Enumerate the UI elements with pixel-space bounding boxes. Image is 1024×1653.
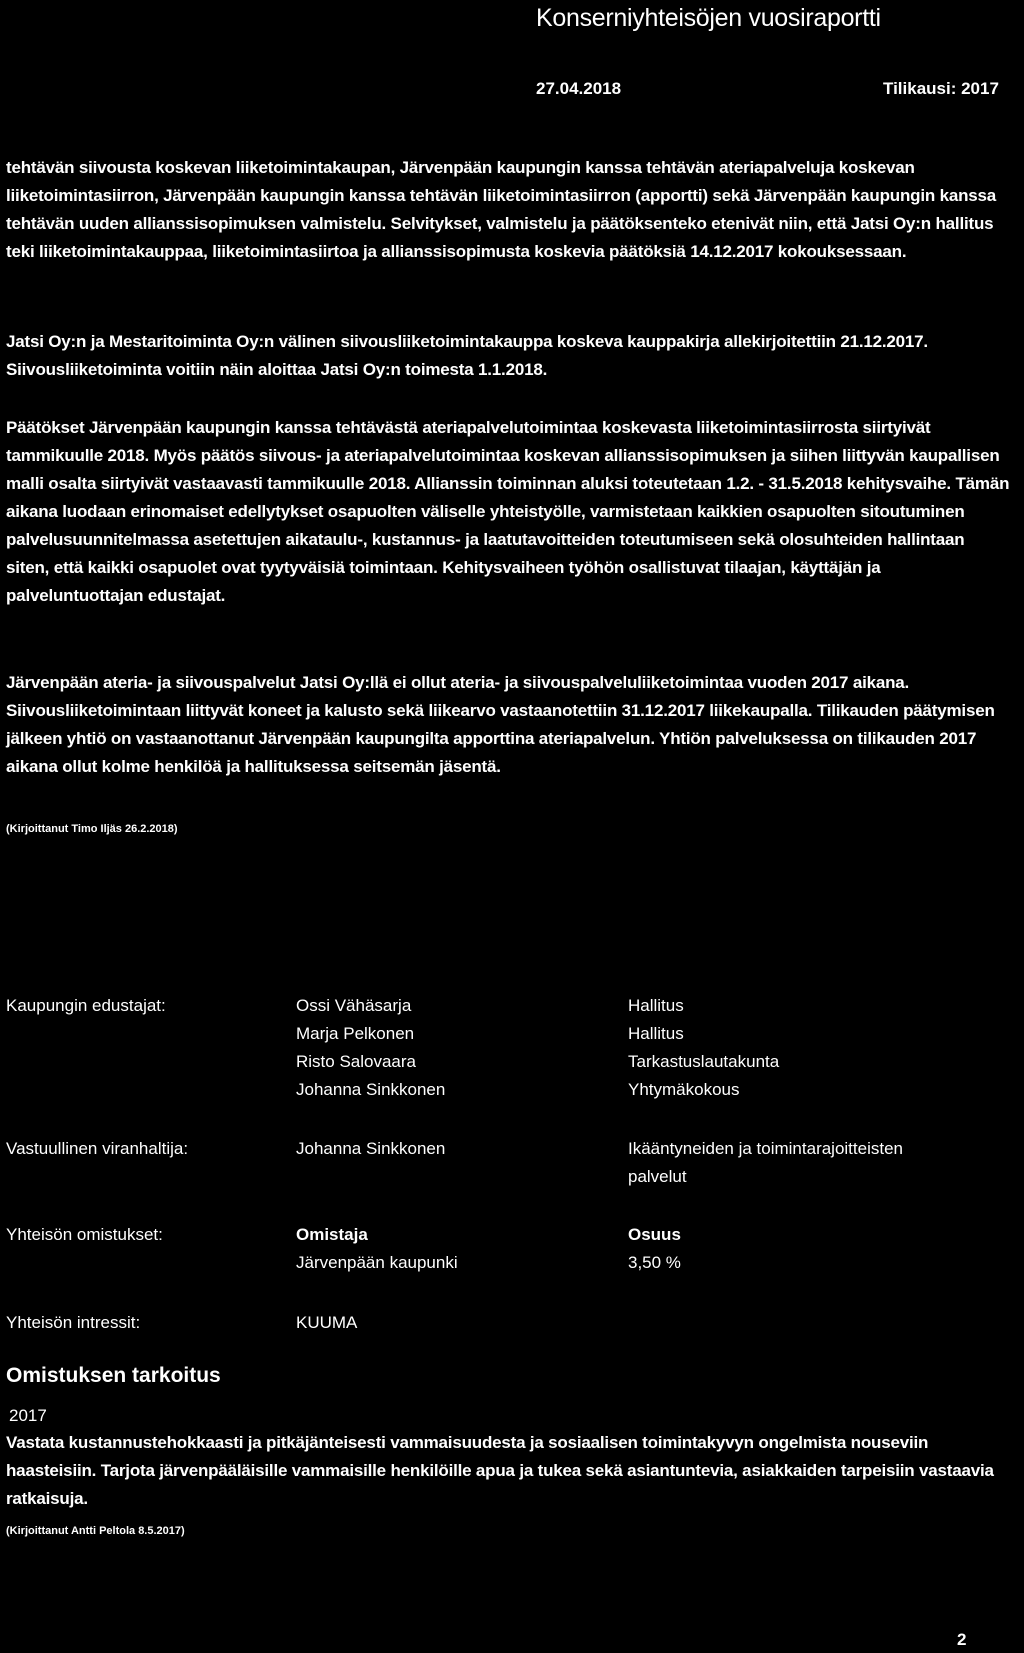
representative-role: Hallitus [628,996,684,1015]
representative-name: Ossi Vähäsarja [296,996,412,1015]
author-note-1: (Kirjoittanut Timo Iljäs 26.2.2018) [6,823,178,835]
official-label: Vastuullinen viranhaltija: [6,1139,189,1158]
official-name: Johanna Sinkkonen [296,1139,446,1158]
author-note-2: (Kirjoittanut Antti Peltola 8.5.2017) [6,1525,185,1537]
official-role-line: palvelut [628,1167,687,1186]
purpose-text: Vastata kustannustehokkaasti ja pitkäjänteisesti vammaisuudesta ja sosiaalisen toimintakyvyn ongelmista nouseviin haasteisiin. Tarjota järvenpääläisille vammaisille henkilöille apua ja tukea sekä asiantuntevia, asiakkaiden tarpeisiin vastaavia ratkaisuja. [6,1433,994,1508]
purpose-heading: Omistuksen tarkoitus [6,1364,221,1387]
share-value: 3,50 % [628,1253,681,1272]
representative-name: Johanna Sinkkonen [296,1080,446,1099]
share-header: Osuus [628,1225,681,1244]
body-paragraph-1: tehtävän siivousta koskevan liiketoimintakaupan, Järvenpään kaupungin kanssa tehtävän ateriapalveluja koskevan liiketoimintasiirron, Järvenpään kaupungin kanssa tehtävän liiketoimintasiirron (apportti) sekä Järvenpään kaupungin kanssa tehtävän uuden allianssisopimuksen valmistelu. Selvitykset, valmistelu ja päätöksenteko etenivät niin, että Jatsi Oy:n hallitus teki liiketoimintakauppaa, liiketoimintasiirtoa ja allianssisopimusta koskevia päätöksiä 14.12.2017 kokouksessaan. [6,158,997,261]
purpose-year: 2017 [9,1406,47,1425]
ownership-owner-column [296,1221,458,1277]
body-paragraph-2: Jatsi Oy:n ja Mestaritoiminta Oy:n välinen siivousliiketoimintakauppa koskeva kauppakirja allekirjoitettiin 21.12.2017. Siivousliiketoiminta voitiin näin aloittaa Jatsi Oy:n toimesta 1.1.2018. [6,332,928,379]
body-paragraph-3: Päätökset Järvenpään kaupungin kanssa tehtävästä ateriapalvelutoimintaa koskevasta liiketoimintasiirrosta siirtyivät tammikuulle 2018. Myös päätös siivous- ja ateriapalvelutoimintaa koskevan allianssisopimuksen ja siihen liittyvän kaupallisen malli osalta siirtyivät vastaavasti tammikuulle 2018. Allianssin toiminnan aluksi toteutetaan 1.2. - 31.5.2018 kehitysvaihe. Tämän aikana luodaan erinomaiset edellytykset osapuolten väliselle yhteistyölle, varmistetaan kaikkien osapuolten sitoutuminen palvelusuunnitelmassa asetettujen aikataulu-, kustannus- ja laatutavoitteiden toteutumiseen sekä olosuhteiden hallintaan siten, että kaikki osapuolet ovat tyytyväisiä toimintaan. Kehitysvaiheen työhön osallistuvat tilaajan, käyttäjän ja palveluntuottajan edustajat. [6,418,1010,605]
representatives-roles [628,992,779,1104]
body-paragraph-4: Järvenpään ateria- ja siivouspalvelut Jatsi Oy:llä ei ollut ateria- ja siivouspalveluliiketoimintaa vuoden 2017 aikana. Siivousliiketoimintaan liittyvät koneet ja kalusto sekä liikearvo vastaanotettiin 31.12.2017 liikekaupalla. Tilikauden päätymisen jälkeen yhtiö on vastaanottanut Järvenpään kaupungilta apporttina ateriapalvelun. Yhtiön palveluksessa on tilikauden 2017 aikana ollut kolme henkilöä ja hallituksessa seitsemän jäsentä. [6,673,995,776]
official-role-line: Ikääntyneiden ja toimintarajoitteisten [628,1139,903,1158]
ownership-share-column [628,1221,681,1277]
representative-role: Hallitus [628,1024,684,1043]
interests-label: Yhteisön intressit: [6,1313,141,1332]
representative-name: Marja Pelkonen [296,1024,415,1043]
interests-value: KUUMA [296,1313,358,1332]
representatives-names [296,992,445,1104]
representative-role: Tarkastuslautakunta [628,1052,780,1071]
official-role [628,1135,903,1191]
report-date: 27.04.2018 [536,79,622,98]
owner-value: Järvenpään kaupunki [296,1253,458,1272]
representatives-label: Kaupungin edustajat: [6,996,166,1015]
fiscal-period: Tilikausi: 2017 [883,79,999,98]
page-number: 2 [957,1630,967,1649]
representative-role: Yhtymäkokous [628,1080,740,1099]
owner-header: Omistaja [296,1225,368,1244]
report-title: Konserniyhteisöjen vuosiraportti [536,4,881,32]
representative-name: Risto Salovaara [296,1052,417,1071]
ownership-label: Yhteisön omistukset: [6,1225,163,1244]
